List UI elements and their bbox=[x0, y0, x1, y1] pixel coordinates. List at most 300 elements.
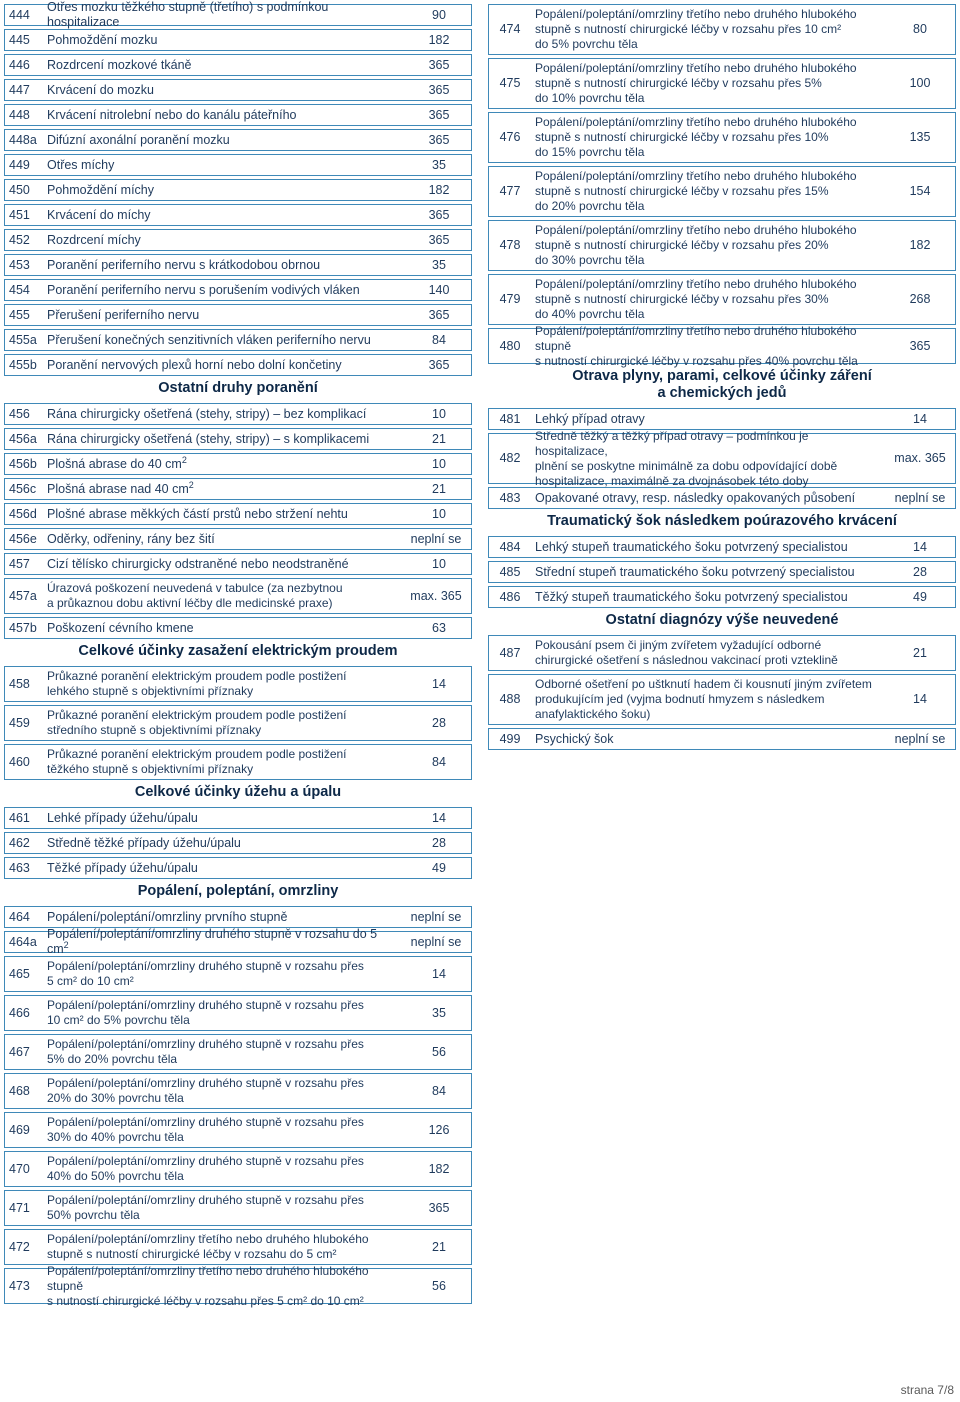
days-value: 182 bbox=[909, 238, 931, 252]
table-row bbox=[4, 666, 472, 702]
diagnosis-description bbox=[43, 83, 407, 98]
table-row bbox=[488, 4, 956, 55]
description-line: středního stupně s objektivními příznaky bbox=[47, 723, 262, 737]
days-value: 14 bbox=[913, 692, 927, 706]
diagnosis-description bbox=[43, 532, 401, 547]
description-line: Středně těžké případy úžehu/úpalu bbox=[47, 835, 241, 850]
description-line: a průkaznou dobu aktivní léčby dle medicinské praxe) bbox=[47, 596, 333, 610]
days-value: neplní se bbox=[410, 934, 462, 949]
table-row bbox=[488, 536, 956, 558]
days-value: 154 bbox=[909, 184, 931, 198]
diagnosis-code: 478 bbox=[499, 238, 521, 252]
diagnosis-description bbox=[43, 158, 407, 173]
description-line: Plošné abrase měkkých částí prstů nebo stržení nehtu bbox=[47, 506, 348, 521]
days-value: 35 bbox=[432, 157, 446, 172]
diagnosis-description bbox=[43, 407, 407, 422]
description-line: chirurgické ošetření s následnou vakcinací proti vzteklině bbox=[535, 653, 838, 667]
table-row bbox=[4, 104, 472, 126]
diagnosis-code: 483 bbox=[499, 490, 521, 505]
diagnosis-description bbox=[43, 669, 407, 699]
days-value: 28 bbox=[913, 564, 927, 579]
diagnosis-code: 462 bbox=[9, 835, 30, 850]
table-row bbox=[4, 807, 472, 829]
diagnosis-description bbox=[43, 581, 401, 611]
days-value: 56 bbox=[432, 1044, 446, 1059]
description-line: 5% do 20% povrchu těla bbox=[47, 1052, 178, 1066]
days-value: 14 bbox=[432, 810, 446, 825]
table-row bbox=[4, 179, 472, 201]
description-line: stupně s nutností chirurgické léčby v rozsahu přes 10 cm² bbox=[535, 22, 842, 36]
diagnosis-code: 456b bbox=[9, 456, 37, 471]
description-line: stupně s nutností chirurgické léčby v rozsahu přes 15% bbox=[535, 184, 829, 198]
description-line: Popálení/poleptání/omrzliny třetího nebo druhého hlubokého bbox=[47, 1232, 369, 1246]
diagnosis-code: 464 bbox=[9, 909, 30, 924]
diagnosis-description bbox=[43, 183, 407, 198]
table-row bbox=[4, 428, 472, 450]
diagnosis-code: 485 bbox=[499, 564, 521, 579]
diagnosis-code: 466 bbox=[9, 1005, 30, 1020]
table-row bbox=[488, 323, 956, 368]
section-heading bbox=[488, 368, 956, 402]
description-line: Popálení/poleptání/omrzliny druhého stupně v rozsahu přes bbox=[47, 1076, 364, 1090]
days-value: 10 bbox=[432, 456, 446, 471]
diagnosis-description bbox=[43, 910, 401, 925]
section-title: Celkové účinky zasažení elektrickým proudem bbox=[78, 643, 398, 659]
diagnosis-code: 476 bbox=[499, 130, 521, 144]
description-line: hospitalizace, maximálně za dvojnásobek této doby bbox=[535, 473, 809, 488]
diagnosis-description bbox=[43, 479, 407, 497]
section-heading bbox=[4, 643, 472, 660]
diagnosis-code: 468 bbox=[9, 1083, 30, 1098]
description-line: Poranění periferního nervu s krátkodobou obrnou bbox=[47, 257, 321, 272]
description-line: 20% do 30% povrchu těla bbox=[47, 1091, 184, 1105]
diagnosis-description bbox=[43, 998, 407, 1028]
table-row bbox=[4, 832, 472, 854]
days-value: 182 bbox=[428, 32, 450, 47]
description-line: Středně těžký a těžký případ otravy – podmínkou je hospitalizace, bbox=[535, 428, 809, 458]
section-title-line2: a chemických jedů bbox=[657, 385, 787, 401]
table-row bbox=[4, 1034, 472, 1070]
description-line: Popálení/poleptání/omrzliny druhého stupně v rozsahu přes bbox=[47, 1115, 364, 1129]
section-title: Ostatní diagnózy výše neuvedené bbox=[605, 612, 839, 628]
description-line: Těžký stupeň traumatického šoku potvrzený specialistou bbox=[535, 589, 848, 604]
description-line: do 40% povrchu těla bbox=[535, 307, 645, 321]
description-line: Rozdrcení míchy bbox=[47, 232, 141, 247]
superscript: 2 bbox=[63, 939, 69, 950]
days-value: 10 bbox=[432, 506, 446, 521]
description-line: Úrazová poškození neuvedená v tabulce (za nezbytnou bbox=[47, 581, 343, 595]
diagnosis-description bbox=[43, 1037, 407, 1067]
table-row bbox=[488, 166, 956, 217]
days-value: 365 bbox=[909, 338, 931, 353]
days-value: 14 bbox=[913, 539, 927, 554]
table-row bbox=[4, 1112, 472, 1148]
description-line: Průkazné poranění elektrickým proudem podle postižení bbox=[47, 669, 347, 683]
table-row bbox=[4, 995, 472, 1031]
diagnosis-description bbox=[43, 454, 407, 472]
diagnosis-description bbox=[43, 108, 407, 123]
diagnosis-code: 456a bbox=[9, 431, 37, 446]
diagnosis-code: 445 bbox=[9, 32, 30, 47]
diagnosis-description bbox=[43, 58, 407, 73]
description-line: Průkazné poranění elektrickým proudem podle postižení bbox=[47, 747, 347, 761]
diagnosis-description bbox=[43, 33, 407, 48]
description-line: Lehké případy úžehu/úpalu bbox=[47, 810, 198, 825]
description-line: Popálení/poleptání/omrzliny třetího nebo druhého hlubokého stupně bbox=[535, 323, 857, 353]
description-line: s nutností chirurgické léčby v rozsahu přes 5 cm² do 10 cm² bbox=[47, 1293, 364, 1308]
description-line: Lehký stupeň traumatického šoku potvrzený specialistou bbox=[535, 539, 848, 554]
diagnosis-code: 499 bbox=[499, 731, 521, 746]
diagnosis-description bbox=[43, 1076, 407, 1106]
description-line: Popálení/poleptání/omrzliny třetího nebo druhého hlubokého bbox=[535, 169, 857, 183]
days-value: 80 bbox=[913, 22, 927, 36]
diagnosis-description bbox=[531, 324, 885, 369]
description-line: stupně s nutností chirurgické léčby v rozsahu do 5 cm² bbox=[47, 1247, 337, 1261]
diagnosis-code: 457b bbox=[9, 620, 37, 635]
diagnosis-description bbox=[43, 959, 407, 989]
days-value: 28 bbox=[432, 715, 446, 730]
description-line: Odborné ošetření po uštknutí hadem či kousnutí jiným zvířetem bbox=[535, 677, 872, 691]
days-value: max. 365 bbox=[410, 588, 462, 603]
days-value: 21 bbox=[913, 645, 927, 660]
description-line: 10 cm² do 5% povrchu těla bbox=[47, 1013, 190, 1027]
description-line: Popálení/poleptání/omrzliny druhého stupně v rozsahu přes bbox=[47, 998, 364, 1012]
days-value: neplní se bbox=[894, 731, 946, 746]
table-row bbox=[488, 586, 956, 608]
diagnosis-description bbox=[531, 169, 885, 214]
table-row bbox=[4, 204, 472, 226]
table-row bbox=[4, 578, 472, 614]
days-value: 10 bbox=[432, 556, 446, 571]
diagnosis-code: 479 bbox=[499, 292, 521, 306]
table-row bbox=[488, 274, 956, 325]
diagnosis-code: 457 bbox=[9, 556, 30, 571]
days-value: 365 bbox=[428, 132, 450, 147]
table-row bbox=[4, 279, 472, 301]
description-line: Popálení/poleptání/omrzliny druhého stupně v rozsahu do 5 cm bbox=[47, 927, 378, 956]
description-line: Přerušení konečných senzitivních vláken periferního nervu bbox=[47, 332, 371, 347]
diagnosis-code: 455 bbox=[9, 307, 30, 322]
diagnosis-description bbox=[531, 412, 885, 427]
description-line: Pohmoždění mozku bbox=[47, 32, 158, 47]
diagnosis-code: 473 bbox=[9, 1278, 30, 1293]
days-value: 365 bbox=[428, 57, 450, 72]
diagnosis-description bbox=[43, 747, 407, 777]
days-value: 49 bbox=[913, 589, 927, 604]
diagnosis-code: 455b bbox=[9, 357, 37, 372]
diagnosis-code: 487 bbox=[499, 645, 521, 660]
diagnosis-code: 484 bbox=[499, 539, 521, 554]
diagnosis-description bbox=[531, 7, 885, 52]
days-value: 182 bbox=[428, 1161, 450, 1176]
table-row bbox=[4, 403, 472, 425]
diagnosis-description bbox=[531, 115, 885, 160]
days-value: 365 bbox=[428, 107, 450, 122]
days-value: 365 bbox=[428, 232, 450, 247]
description-line: Krvácení do mozku bbox=[47, 82, 154, 97]
diagnosis-code: 446 bbox=[9, 57, 30, 72]
diagnosis-code: 451 bbox=[9, 207, 30, 222]
diagnosis-description bbox=[43, 708, 407, 738]
diagnosis-description bbox=[43, 557, 407, 572]
description-line: Poranění periferního nervu s porušením vodivých vláken bbox=[47, 282, 360, 297]
description-line: Pokousání psem či jiným zvířetem vyžadující odborné bbox=[535, 638, 822, 652]
section-title: Celkové účinky úžehu a úpalu bbox=[134, 784, 342, 800]
diagnosis-code: 447 bbox=[9, 82, 30, 97]
diagnosis-code: 465 bbox=[9, 966, 30, 981]
diagnosis-code: 477 bbox=[499, 184, 521, 198]
days-value: 14 bbox=[432, 966, 446, 981]
section-heading bbox=[4, 883, 472, 900]
diagnosis-code: 482 bbox=[499, 451, 521, 465]
section-title: Popálení, poleptání, omrzliny bbox=[137, 883, 339, 899]
description-line: stupně s nutností chirurgické léčby v rozsahu přes 5% bbox=[535, 76, 822, 90]
diagnosis-code: 452 bbox=[9, 232, 30, 247]
description-line: Krvácení nitrolební nebo do kanálu páteřního bbox=[47, 107, 297, 122]
description-line: Krvácení do míchy bbox=[47, 207, 151, 222]
diagnosis-description bbox=[531, 61, 885, 106]
table-row bbox=[4, 29, 472, 51]
diagnosis-description bbox=[531, 540, 885, 555]
days-value: 56 bbox=[432, 1278, 446, 1293]
description-line: Popálení/poleptání/omrzliny třetího nebo druhého hlubokého bbox=[535, 277, 857, 291]
diagnosis-description bbox=[43, 358, 407, 373]
days-value: 365 bbox=[428, 1200, 450, 1215]
description-line: stupně s nutností chirurgické léčby v rozsahu přes 10% bbox=[535, 130, 829, 144]
diagnosis-description bbox=[43, 432, 407, 447]
section-title: Ostatní druhy poranění bbox=[158, 380, 318, 396]
description-line: Popálení/poleptání/omrzliny třetího nebo druhého hlubokého stupně bbox=[47, 1263, 369, 1293]
diagnosis-code: 450 bbox=[9, 182, 30, 197]
table-row bbox=[4, 304, 472, 326]
description-line: Přerušení periferního nervu bbox=[47, 307, 200, 322]
diagnosis-code: 472 bbox=[9, 1239, 30, 1254]
diagnosis-code: 471 bbox=[9, 1200, 30, 1215]
diagnosis-code: 458 bbox=[9, 676, 30, 691]
table-row bbox=[4, 744, 472, 780]
description-line: Rána chirurgicky ošetřená (stehy, stripy) – s komplikacemi bbox=[47, 431, 370, 446]
table-row bbox=[488, 428, 956, 488]
section-heading bbox=[488, 513, 956, 530]
table-row bbox=[488, 635, 956, 671]
table-row bbox=[4, 927, 472, 956]
table-row bbox=[4, 354, 472, 376]
days-value: 14 bbox=[913, 411, 927, 426]
diagnosis-code: 456d bbox=[9, 506, 37, 521]
diagnosis-code: 464a bbox=[9, 934, 37, 949]
diagnosis-code: 486 bbox=[499, 589, 521, 604]
diagnosis-code: 454 bbox=[9, 282, 30, 297]
description-line: stupně s nutností chirurgické léčby v rozsahu přes 30% bbox=[535, 292, 829, 306]
table-row bbox=[488, 487, 956, 509]
description-line: do 10% povrchu těla bbox=[535, 91, 645, 105]
description-line: Střední stupeň traumatického šoku potvrzený specialistou bbox=[535, 564, 855, 579]
diagnosis-code: 444 bbox=[9, 7, 30, 22]
right-column bbox=[488, 4, 956, 753]
page-number: strana 7/8 bbox=[900, 1383, 954, 1397]
table-row bbox=[488, 408, 956, 430]
diagnosis-code: 456 bbox=[9, 406, 30, 421]
diagnosis-code: 467 bbox=[9, 1044, 30, 1059]
days-value: 365 bbox=[428, 357, 450, 372]
diagnosis-code: 474 bbox=[499, 22, 521, 36]
description-line: Poškození cévního kmene bbox=[47, 620, 194, 635]
diagnosis-code: 449 bbox=[9, 157, 30, 172]
description-line: Popálení/poleptání/omrzliny třetího nebo druhého hlubokého bbox=[535, 223, 857, 237]
table-row bbox=[4, 79, 472, 101]
description-line: do 20% povrchu těla bbox=[535, 199, 645, 213]
days-value: neplní se bbox=[894, 490, 946, 505]
section-title: Otrava plyny, parami, celkové účinky záření bbox=[572, 368, 872, 384]
table-row bbox=[4, 1151, 472, 1187]
diagnosis-code: 463 bbox=[9, 860, 30, 875]
table-row bbox=[4, 129, 472, 151]
days-value: max. 365 bbox=[894, 451, 946, 465]
table-row bbox=[4, 478, 472, 500]
days-value: 10 bbox=[432, 406, 446, 421]
days-value: 182 bbox=[428, 182, 450, 197]
diagnosis-description bbox=[531, 429, 885, 489]
table-row bbox=[488, 674, 956, 725]
table-row bbox=[4, 956, 472, 992]
days-value: 140 bbox=[428, 282, 450, 297]
diagnosis-description bbox=[43, 507, 407, 522]
description-line: Popálení/poleptání/omrzliny prvního stupně bbox=[47, 909, 288, 924]
table-row bbox=[4, 705, 472, 741]
diagnosis-code: 460 bbox=[9, 754, 30, 769]
table-row bbox=[4, 1263, 472, 1308]
section-heading bbox=[488, 612, 956, 629]
description-line: Plošná abrase do 40 cm bbox=[47, 456, 182, 471]
days-value: 28 bbox=[432, 835, 446, 850]
description-line: Rozdrcení mozkové tkáně bbox=[47, 57, 192, 72]
diagnosis-description bbox=[43, 1264, 407, 1309]
diagnosis-description bbox=[531, 677, 885, 722]
table-row bbox=[4, 229, 472, 251]
diagnosis-code: 488 bbox=[499, 692, 521, 706]
description-line: Otřes míchy bbox=[47, 157, 115, 172]
description-line: Difúzní axonální poranění mozku bbox=[47, 132, 230, 147]
days-value: 100 bbox=[909, 76, 931, 90]
diagnosis-description bbox=[531, 638, 885, 668]
table-row bbox=[4, 1229, 472, 1265]
description-line: 50% povrchu těla bbox=[47, 1208, 140, 1222]
description-line: 30% do 40% povrchu těla bbox=[47, 1130, 184, 1144]
table-row bbox=[4, 54, 472, 76]
days-value: 21 bbox=[432, 481, 446, 496]
description-line: Těžké případy úžehu/úpalu bbox=[47, 860, 198, 875]
diagnosis-description bbox=[43, 836, 407, 851]
diagnosis-description bbox=[43, 927, 401, 957]
diagnosis-code: 481 bbox=[499, 411, 521, 426]
diagnosis-code: 453 bbox=[9, 257, 30, 272]
description-line: Plošná abrase nad 40 cm bbox=[47, 481, 189, 496]
diagnosis-description bbox=[43, 208, 407, 223]
diagnosis-description bbox=[43, 811, 407, 826]
days-value: 21 bbox=[432, 1239, 446, 1254]
description-line: Cizí tělísko chirurgicky odstraněné nebo neodstraněné bbox=[47, 556, 349, 571]
diagnosis-description bbox=[43, 233, 407, 248]
description-line: s nutností chirurgické léčby v rozsahu přes 40% povrchu těla bbox=[535, 353, 858, 368]
description-line: Rána chirurgicky ošetřená (stehy, stripy) – bez komplikací bbox=[47, 406, 367, 421]
diagnosis-code: 457a bbox=[9, 588, 37, 603]
diagnosis-code: 470 bbox=[9, 1161, 30, 1176]
diagnosis-code: 448a bbox=[9, 132, 37, 147]
description-line: do 30% povrchu těla bbox=[535, 253, 645, 267]
diagnosis-description bbox=[43, 283, 407, 298]
description-line: Průkazné poranění elektrickým proudem podle postižení bbox=[47, 708, 347, 722]
diagnosis-code: 456c bbox=[9, 481, 37, 496]
diagnosis-description bbox=[531, 491, 885, 506]
diagnosis-description bbox=[531, 277, 885, 322]
superscript: 2 bbox=[181, 454, 187, 465]
diagnosis-description bbox=[43, 1115, 407, 1145]
description-line: Pohmoždění míchy bbox=[47, 182, 154, 197]
diagnosis-code: 461 bbox=[9, 810, 30, 825]
diagnosis-code: 456e bbox=[9, 531, 37, 546]
days-value: 21 bbox=[432, 431, 446, 446]
days-value: 365 bbox=[428, 207, 450, 222]
days-value: 84 bbox=[432, 754, 446, 769]
diagnosis-description bbox=[43, 1232, 407, 1262]
description-line: Psychický šok bbox=[535, 731, 614, 746]
days-value: 268 bbox=[909, 292, 931, 306]
days-value: 90 bbox=[432, 7, 446, 22]
description-line: stupně s nutností chirurgické léčby v rozsahu přes 20% bbox=[535, 238, 829, 252]
diagnosis-code: 480 bbox=[499, 338, 521, 353]
days-value: 135 bbox=[909, 130, 931, 144]
section-heading bbox=[4, 380, 472, 397]
diagnosis-code: 475 bbox=[499, 76, 521, 90]
description-line: anafylaktického šoku) bbox=[535, 707, 651, 721]
diagnosis-description bbox=[43, 1193, 407, 1223]
table-row bbox=[4, 553, 472, 575]
diagnosis-description bbox=[43, 1154, 407, 1184]
table-row bbox=[4, 503, 472, 525]
days-value: 365 bbox=[428, 307, 450, 322]
table-row bbox=[4, 0, 472, 29]
description-line: Lehký případ otravy bbox=[535, 411, 645, 426]
days-value: 14 bbox=[432, 676, 446, 691]
diagnosis-description bbox=[43, 861, 407, 876]
diagnosis-description bbox=[43, 258, 407, 273]
diagnosis-description bbox=[43, 621, 407, 636]
description-line: produkujícím jed (vyjma bodnutí hmyzem s následkem bbox=[535, 692, 825, 706]
description-line: Popálení/poleptání/omrzliny druhého stupně v rozsahu přes bbox=[47, 1193, 364, 1207]
days-value: 35 bbox=[432, 1005, 446, 1020]
days-value: 126 bbox=[428, 1122, 450, 1137]
description-line: Popálení/poleptání/omrzliny třetího nebo druhého hlubokého bbox=[535, 115, 857, 129]
description-line: Popálení/poleptání/omrzliny druhého stupně v rozsahu přes bbox=[47, 1037, 364, 1051]
days-value: 84 bbox=[432, 332, 446, 347]
diagnosis-code: 469 bbox=[9, 1122, 30, 1137]
diagnosis-description bbox=[531, 223, 885, 268]
description-line: Popálení/poleptání/omrzliny druhého stupně v rozsahu přes bbox=[47, 1154, 364, 1168]
description-line: těžkého stupně s objektivními příznaky bbox=[47, 762, 254, 776]
description-line: Opakované otravy, resp. následky opakovaných působení bbox=[535, 490, 856, 505]
section-heading bbox=[4, 784, 472, 801]
diagnosis-description bbox=[43, 133, 407, 148]
description-line: Otřes mozku těžkého stupně (třetího) s podmínkou hospitalizace bbox=[47, 0, 329, 29]
table-row bbox=[4, 617, 472, 639]
diagnosis-description bbox=[43, 333, 407, 348]
diagnosis-description bbox=[531, 732, 885, 747]
description-line: 40% do 50% povrchu těla bbox=[47, 1169, 184, 1183]
days-value: 35 bbox=[432, 257, 446, 272]
table-row bbox=[4, 1190, 472, 1226]
description-line: Oděrky, odřeniny, rány bez šití bbox=[47, 531, 215, 546]
table-row bbox=[4, 154, 472, 176]
